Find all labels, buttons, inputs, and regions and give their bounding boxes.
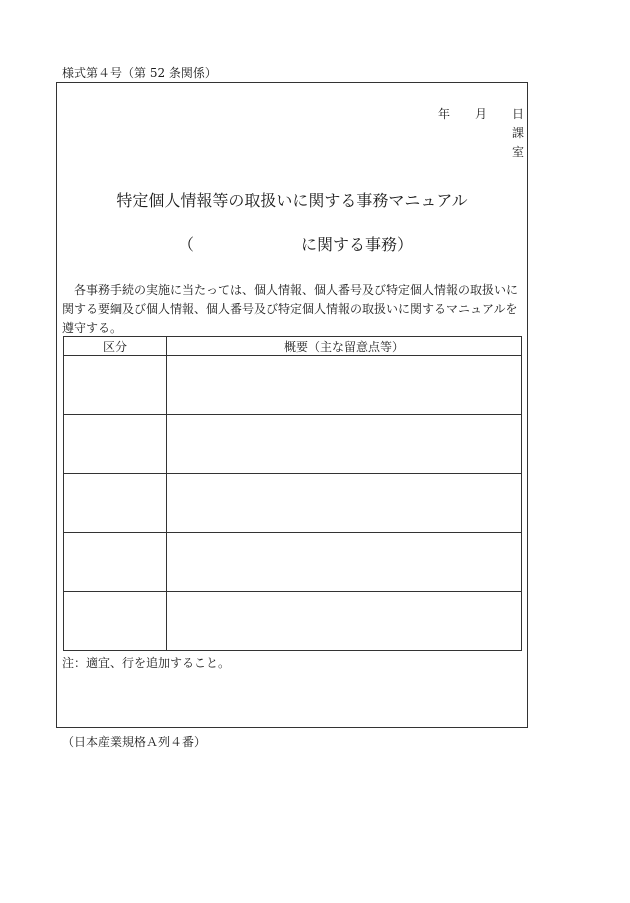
section-label: 課 — [512, 126, 525, 140]
body-text: 各事務手続の実施に当たっては、個人情報、個人番号及び特定個人情報の取扱いに関する要綱及び個人情報、個人番号及び特定個人情報の取扱いに関するマニュアルを遵守する。 — [62, 283, 519, 335]
subtitle-open-paren: （ — [178, 235, 195, 254]
date-year-label: 年 — [438, 107, 451, 121]
date-day-label: 日 — [512, 107, 525, 121]
summary-cell[interactable] — [167, 592, 522, 651]
category-cell[interactable] — [64, 533, 167, 592]
table-header-row — [64, 337, 522, 356]
table-row — [64, 592, 522, 651]
category-cell[interactable] — [64, 592, 167, 651]
office-label: 室 — [512, 145, 525, 159]
summary-cell[interactable] — [167, 474, 522, 533]
category-cell[interactable] — [64, 415, 167, 474]
note-text: 注：適宜、行を追加すること。 — [62, 656, 231, 670]
table-row — [64, 356, 522, 415]
subtitle-text: に関する事務） — [301, 235, 414, 254]
summary-cell[interactable] — [167, 356, 522, 415]
body-paragraph — [62, 281, 524, 338]
manual-table — [63, 336, 522, 651]
date-month-label: 月 — [475, 107, 488, 121]
summary-cell[interactable] — [167, 533, 522, 592]
header-category: 区分 — [64, 337, 167, 356]
category-cell[interactable] — [64, 474, 167, 533]
header-summary: 概要（主な留意点等） — [167, 337, 522, 356]
form-number: 様式第４号（第 52 条関係） — [62, 66, 217, 80]
table-row — [64, 474, 522, 533]
document-title: 特定個人情報等の取扱いに関する事務マニュアル — [116, 191, 468, 210]
paper-size-footer: （日本産業規格Ａ列４番） — [62, 735, 207, 749]
summary-cell[interactable] — [167, 415, 522, 474]
table-row — [64, 533, 522, 592]
table-row — [64, 415, 522, 474]
category-cell[interactable] — [64, 356, 167, 415]
